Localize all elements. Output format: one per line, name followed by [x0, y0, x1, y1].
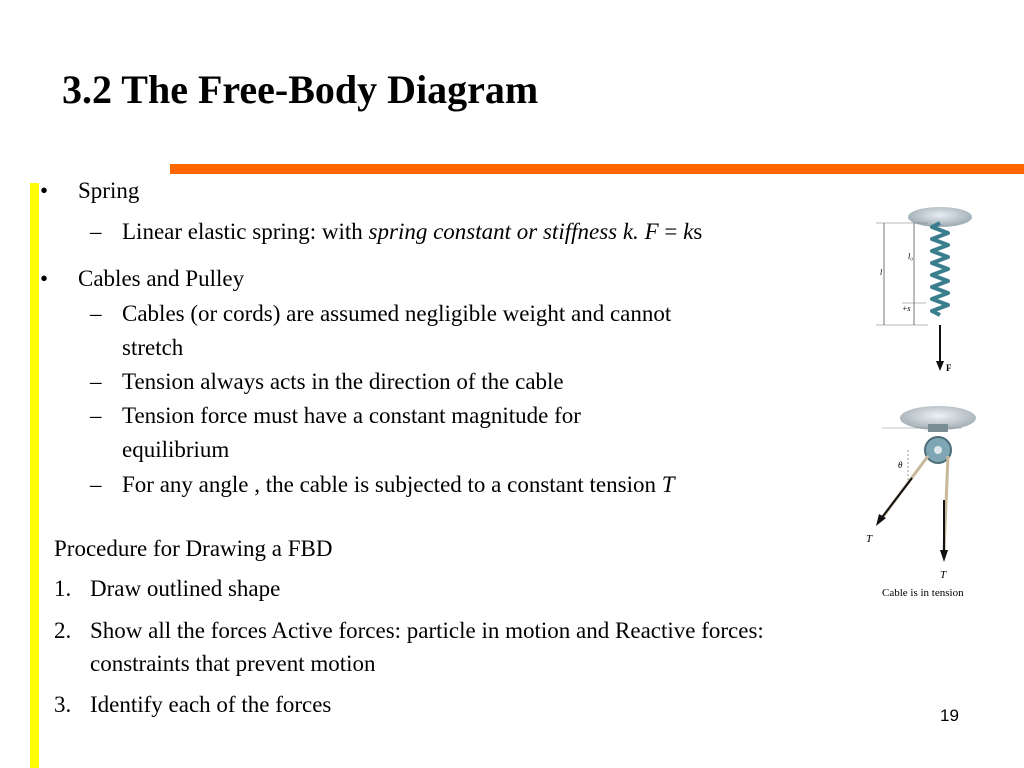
label-T-right: T [940, 569, 947, 581]
force-arrowhead [936, 361, 944, 371]
procedure-step-1 [54, 576, 280, 602]
bullet-cables [40, 266, 440, 294]
cables-sub-item-1 [90, 297, 830, 330]
bullet-spring [40, 178, 440, 206]
step-number: 1. [54, 576, 72, 601]
page-number: 19 [940, 706, 959, 725]
cables-sub-item-3-cont [90, 433, 830, 466]
spring-sub-text [122, 215, 702, 248]
spring-eq-equals: = [658, 219, 684, 244]
dash-symbol: – [90, 219, 102, 244]
tension-arrowhead-right [940, 550, 948, 562]
dash-symbol: – [90, 472, 102, 497]
spring-force-label: F [946, 363, 952, 373]
pulley-bracket [928, 424, 948, 432]
step-number: 2. [54, 618, 72, 643]
slide-title: 3.2 The Free-Body Diagram [62, 67, 539, 112]
cables-sub-item-3 [90, 399, 830, 432]
cables-sub-text-1: Cables (or cords) are assumed negligible weight and cannot [122, 301, 672, 326]
step-text: Draw outlined shape [90, 576, 281, 601]
dash-symbol: – [90, 403, 102, 428]
tension-symbol: T [661, 472, 675, 497]
spring-eq-s: s [693, 219, 703, 244]
bullet-spring-label: Spring [78, 178, 140, 203]
step-text: Identify each of the forces [90, 692, 332, 717]
bullet-symbol: • [40, 178, 49, 203]
cables-sub-item-4 [90, 468, 830, 501]
spring-figure [866, 205, 986, 380]
spring-eq-k: k [683, 219, 694, 244]
dash-symbol: – [90, 301, 102, 326]
spring-text-plain: Linear elastic spring: with [122, 219, 369, 244]
dash-symbol: – [90, 369, 102, 394]
label-l: l [880, 268, 883, 277]
label-theta: θ [898, 460, 903, 470]
cables-sub-text-4 [122, 468, 675, 501]
cables-sub-text-1-cont: stretch [122, 335, 184, 360]
procedure-heading: Procedure for Drawing a FBD [54, 536, 333, 561]
label-s: +s [902, 304, 911, 313]
cables-sub-text-2: Tension always acts in the direction of the cable [122, 369, 564, 394]
step-text: Show all the forces Active forces: particle in motion and Reactive forces: [90, 618, 764, 643]
bullet-symbol: • [40, 266, 49, 291]
spring-sub-item [90, 215, 850, 248]
spring-text-italic: spring constant or stiffness k. [368, 219, 639, 244]
step-number: 3. [54, 692, 72, 717]
cables-sub-text-4-main: For any angle , the cable is subjected to a constant tension [122, 472, 662, 497]
pulley-axle [934, 446, 942, 454]
tension-arrow-left [880, 478, 912, 520]
spring-eq-F: F [638, 219, 659, 244]
bullet-cables-label: Cables and Pulley [78, 266, 245, 291]
label-l0: l₀ [908, 252, 914, 261]
procedure-step-2 [54, 618, 764, 644]
cables-sub-item-1-cont [90, 331, 830, 364]
label-T-left: T [866, 533, 873, 545]
spring-coil [932, 223, 948, 315]
pulley-caption: Cable is in tension [882, 587, 964, 599]
cables-sub-text-3-cont: equilibrium [122, 437, 230, 462]
left-accent-bar [30, 183, 39, 768]
cables-sub-item-2 [90, 365, 830, 398]
procedure-step-3 [54, 692, 331, 718]
cables-sub-text-3: Tension force must have a constant magnitude for [122, 403, 581, 428]
title-underline-bar [170, 164, 1024, 174]
procedure-step-2-cont: constraints that prevent motion [90, 651, 376, 676]
pulley-figure [862, 400, 992, 605]
